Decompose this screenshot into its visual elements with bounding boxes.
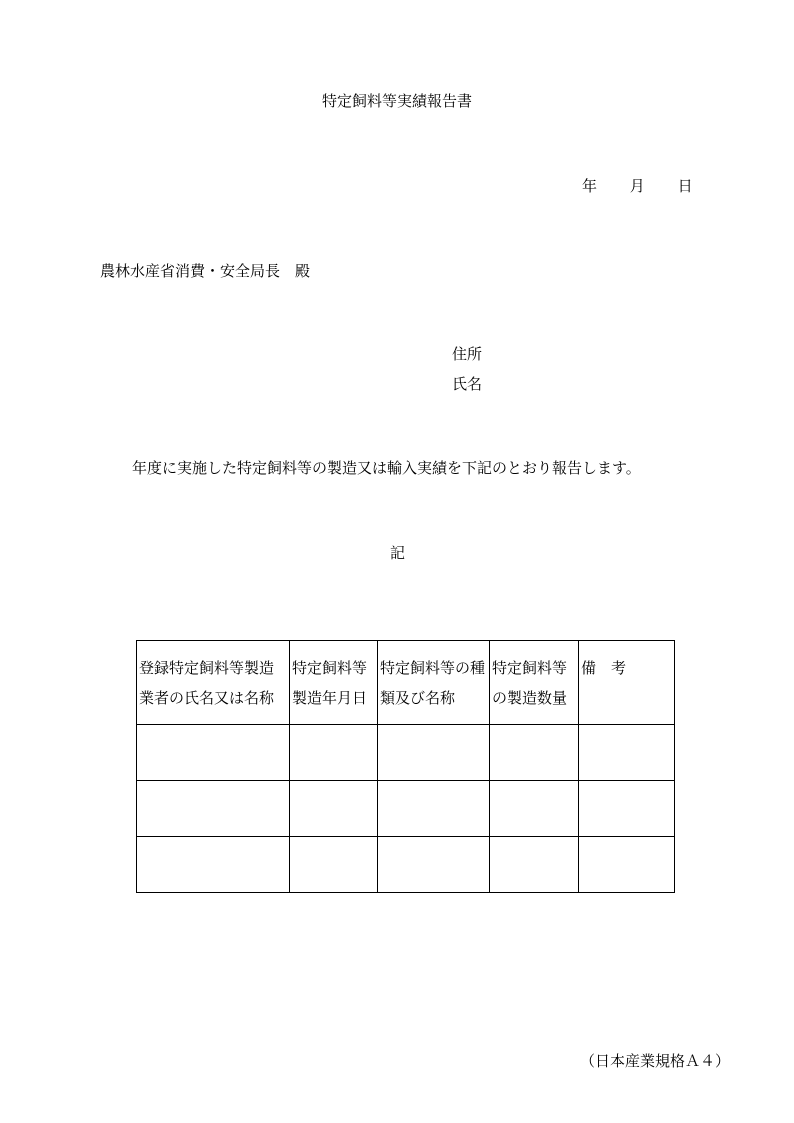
- date-year-label: 年: [582, 177, 598, 195]
- table-cell[interactable]: [290, 837, 378, 893]
- ki-heading: 記: [390, 544, 406, 562]
- table-row: [137, 837, 675, 893]
- table-row: [137, 781, 675, 837]
- date-line: [582, 179, 693, 194]
- table-cell[interactable]: [137, 725, 290, 781]
- table-cell[interactable]: [378, 725, 490, 781]
- table-cell[interactable]: [490, 837, 579, 893]
- date-month-label: 月: [629, 177, 645, 195]
- footer-note: （日本産業規格Ａ４）: [580, 1052, 731, 1070]
- table-cell[interactable]: [579, 837, 675, 893]
- table-cell[interactable]: [290, 725, 378, 781]
- date-day-label: 日: [677, 177, 693, 195]
- table-cell[interactable]: [290, 781, 378, 837]
- table-cell[interactable]: [137, 837, 290, 893]
- table-cell[interactable]: [579, 781, 675, 837]
- table-cell[interactable]: [490, 725, 579, 781]
- table-cell[interactable]: [378, 837, 490, 893]
- name-label: 氏名: [452, 375, 483, 393]
- table-header-row: [137, 641, 675, 725]
- addressee: 農林水産省消費・安全局長 殿: [100, 262, 311, 280]
- address-label: 住所: [452, 345, 483, 363]
- table-row: [137, 725, 675, 781]
- header-type-and-name: 特定飼料等の種類及び名称: [378, 641, 490, 725]
- header-manufacturer: 登録特定飼料等製造業者の氏名又は名称: [137, 641, 290, 725]
- header-quantity: 特定飼料等の製造数量: [490, 641, 579, 725]
- table-cell[interactable]: [490, 781, 579, 837]
- table-cell[interactable]: [579, 725, 675, 781]
- table-cell[interactable]: [378, 781, 490, 837]
- report-table: [136, 640, 675, 893]
- report-statement: 年度に実施した特定飼料等の製造又は輸入実績を下記のとおり報告します。: [132, 459, 641, 477]
- header-production-date: 特定飼料等製造年月日: [290, 641, 378, 725]
- document-title: 特定飼料等実績報告書: [321, 92, 472, 110]
- header-remarks: 備 考: [579, 641, 675, 725]
- table-cell[interactable]: [137, 781, 290, 837]
